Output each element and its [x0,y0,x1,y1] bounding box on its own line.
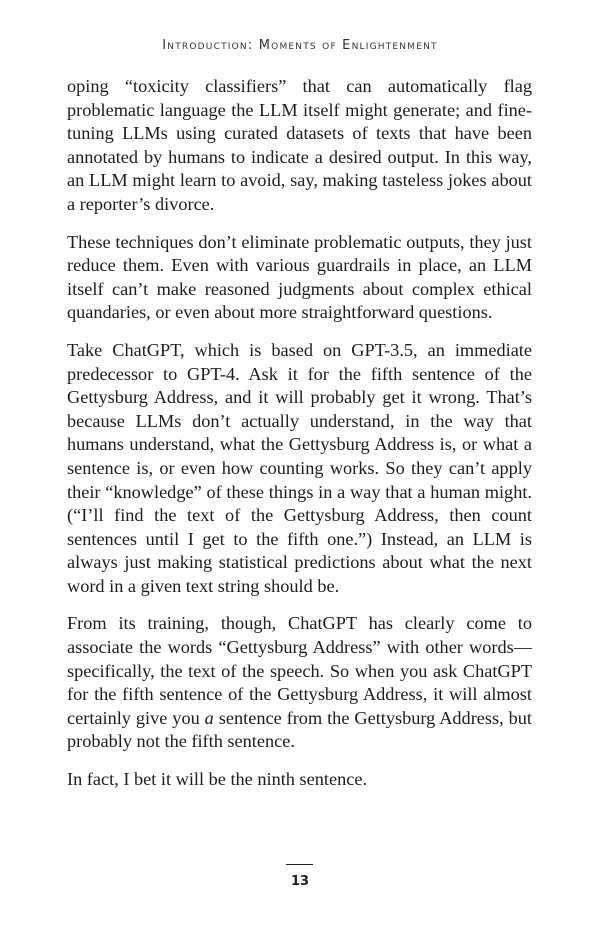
page-number-rule [286,864,313,865]
body-text [67,75,532,806]
paragraph: In fact, I bet it will be the ninth sentence. [67,769,368,790]
paragraph [67,612,532,754]
page-number: 13 [290,874,310,889]
paragraph: Take ChatGPT, which is based on GPT-3.5, an immediate predecessor to GPT-4. Ask it for the fifth sentence of the Gettysburg Address, and it will probably get it wrong. That’s because LLMs don’t actually understand, in the way that humans understand, what the Gettysburg Address is, or what a sentence is, or even how counting works. So they can’t apply their “knowledge” of these things in a way that a human might. (“I’ll find the text of the Gettysburg Address, then count sentences until I get to the fifth one.”) Instead, an LLM is always just making statistical predictions about what the next word in a given text string should be. [67,339,532,596]
paragraph-text: sentence from the Gettysburg Address, but probably not the fifth sentence. [67,707,532,752]
paragraph-text: From its training, though, ChatGPT has clearly come to associate the words “Gettysburg Address” with other words—specifically, the text of the speech. So when you ask ChatGPT for the fifth sentence of the Gettysburg Address, it will almost certainly give you [67,613,532,728]
running-header: Introduction: Moments of Enlightenment [162,38,438,53]
paragraph: These techniques don’t eliminate problematic outputs, they just reduce them. Even with various guardrails in place, an LLM itself can’t make reasoned judgments about complex ethical quandaries, or even about more straightforward questions. [67,231,532,323]
paragraph: oping “toxicity classifiers” that can automatically flag problematic language the LLM itself might generate; and fine-tuning LLMs using curated datasets of texts that have been annotated by humans to indicate a desired output. In this way, an LLM might learn to avoid, say, making tasteless jokes about a reporter’s divorce. [67,76,532,214]
emphasized-word: a [204,707,214,728]
